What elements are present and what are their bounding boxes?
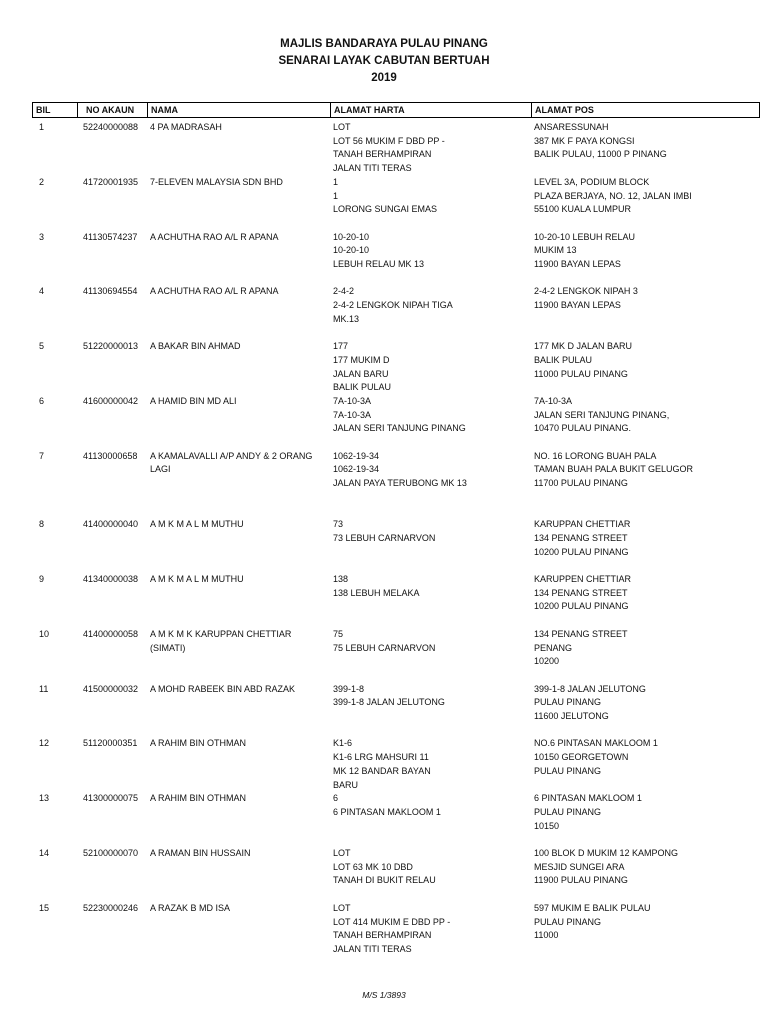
row-alamat-pos [534,450,693,491]
row-alamat-harta [333,450,467,491]
table-row [0,902,768,957]
alamat-harta-line: TANAH BERHAMPIRAN [333,149,432,160]
row-nama: A KAMALAVALLI A/P ANDY & 2 ORANG LAGI [150,450,313,475]
row-bil: 14 [39,848,50,859]
row-no-akaun: 41340000038 [83,574,139,585]
table-row [0,340,768,395]
row-alamat-pos [534,518,630,559]
alamat-pos-line: 134 PENANG STREET [534,587,628,598]
table-row [0,573,768,628]
row-nama: A RAZAK B MD ISA [150,902,231,913]
alamat-pos-line: 10470 PULAU PINANG. [534,423,632,434]
table-row [0,628,768,683]
row-no-akaun: 41300000075 [83,793,139,804]
page-number: M/S 1/3893 [362,990,406,1000]
alamat-harta-line: 138 [333,574,349,585]
alamat-harta-line: 6 [333,793,339,804]
row-nama: A M K M A L M MUTHU [150,574,244,585]
row-bil: 3 [39,231,45,242]
alamat-pos-line: LEVEL 3A, PODIUM BLOCK [534,176,650,187]
alamat-pos-line: 11700 PULAU PINANG [534,478,628,489]
alamat-pos-line: JALAN SERI TANJUNG PINANG, [534,409,670,420]
row-no-akaun: 41130694554 [83,286,138,297]
alamat-harta-line: 1062-19-34 [333,450,380,461]
alamat-pos-line: NO. 16 LORONG BUAH PALA [534,450,657,461]
alamat-harta-line: MK.13 [333,313,360,324]
alamat-harta-line: LEBUH RELAU MK 13 [333,259,425,269]
alamat-harta-line: JALAN BARU [333,368,389,379]
row-bil: 4 [39,286,45,297]
row-alamat-harta [333,902,450,957]
alamat-pos-line: 399-1-8 JALAN JELUTONG [534,683,646,694]
row-bil: 12 [39,738,50,749]
row-bil: 5 [39,341,45,352]
row-alamat-pos [534,231,635,272]
title-list: SENARAI LAYAK CABUTAN BERTUAH [278,55,490,67]
table-row [0,450,768,519]
row-nama: A RAMAN BIN HUSSAIN [150,848,251,859]
header-alamat-pos: ALAMAT POS [531,103,761,117]
alamat-harta-line: LORONG SUNGAI EMAS [333,204,438,215]
row-alamat-harta [333,683,445,710]
table-row [0,792,768,847]
row-alamat-pos [534,628,628,669]
row-alamat-harta [333,231,424,272]
alamat-pos-line: KARUPPEN CHETTIAR [534,574,632,585]
alamat-harta-line: K1-6 [333,738,353,749]
alamat-harta-line: LOT 56 MUKIM F DBD PP - [333,135,445,146]
alamat-harta-line: 177 MUKIM D [333,354,390,365]
row-bil: 15 [39,902,50,913]
row-bil: 6 [39,395,45,406]
row-alamat-harta [333,847,436,888]
alamat-harta-line: 399-1-8 [333,683,365,694]
row-nama: A MOHD RABEEK BIN ABD RAZAK [150,683,296,694]
alamat-pos-line: 597 MUKIM E BALIK PULAU [534,902,651,913]
alamat-harta-line: JALAN TITI TERAS [333,163,412,174]
table-row [0,285,768,340]
alamat-pos-line: ANSARESSUNAH [534,122,609,132]
alamat-harta-line: TANAH BERHAMPIRAN [333,930,432,941]
header-alamat-harta: ALAMAT HARTA [330,103,531,117]
row-no-akaun: 41130000658 [83,450,138,461]
alamat-pos-line: PULAU PINANG [534,697,602,708]
alamat-pos-line: 134 PENANG STREET [534,532,628,543]
table-row [0,847,768,902]
alamat-pos-line: 11000 PULAU PINANG [534,368,628,379]
alamat-pos-line: 10-20-10 LEBUH RELAU [534,231,636,242]
header-bil: BIL [36,105,51,115]
row-nama: A BAKAR BIN AHMAD [150,341,241,352]
table-row [0,176,768,231]
alamat-harta-line: 10-20-10 [333,231,370,242]
header-no-akaun: NO AKAUN [77,103,147,117]
alamat-harta-line: MK 12 BANDAR BAYAN [333,765,431,776]
alamat-pos-line: PLAZA BERJAYA, NO. 12, JALAN IMBI [534,190,692,201]
alamat-harta-line: 177 [333,341,349,352]
alamat-harta-line: LOT 63 MK 10 DBD [333,861,413,872]
alamat-pos-line: MESJID SUNGEI ARA [534,861,625,872]
alamat-pos-line: MUKIM 13 [534,245,577,256]
row-no-akaun: 52100000070 [83,848,139,859]
alamat-harta-line: 1 [333,190,339,201]
table-body [0,121,768,957]
row-alamat-pos [534,340,632,381]
title-year: 2019 [371,72,397,84]
alamat-pos-line: 11900 BAYAN LEPAS [534,300,621,311]
row-no-akaun: 41400000058 [83,628,139,639]
alamat-pos-line: 134 PENANG STREET [534,628,628,639]
row-alamat-pos [534,792,642,833]
row-nama: A RAHIM BIN OTHMAN [150,793,247,804]
alamat-harta-line: 1062-19-34 [333,464,380,475]
table-row [0,518,768,573]
row-bil: 2 [39,176,45,187]
row-nama: A ACHUTHA RAO A/L R APANA [150,286,279,297]
alamat-harta-line: JALAN SERI TANJUNG PINANG [333,423,466,434]
alamat-pos-line: TAMAN BUAH PALA BUKIT GELUGOR [534,464,694,475]
row-alamat-harta [333,518,435,545]
alamat-pos-line: 11900 BAYAN LEPAS [534,259,621,269]
alamat-pos-line: BALIK PULAU [534,354,593,365]
alamat-pos-line: 10200 PULAU PINANG [534,546,629,557]
row-alamat-pos [534,573,631,614]
row-nama: 4 PA MADRASAH [150,122,222,132]
row-alamat-pos [534,847,678,888]
alamat-harta-line: 7A-10-3A [333,395,372,406]
row-bil: 11 [39,683,49,694]
row-nama: A RAHIM BIN OTHMAN [150,738,247,749]
alamat-harta-line: LOT [333,122,351,132]
alamat-pos-line: 11000 [534,930,559,941]
alamat-harta-line: JALAN TITI TERAS [333,943,412,954]
alamat-pos-line: 387 MK F PAYA KONGSI [534,135,635,146]
alamat-pos-line: PENANG [534,642,573,653]
alamat-harta-line: 10-20-10 [333,245,370,256]
row-alamat-pos [534,902,651,943]
alamat-pos-line: 10150 [534,820,560,831]
row-alamat-harta [333,176,437,217]
alamat-harta-line: 2-4-2 LENGKOK NIPAH TIGA [333,300,453,311]
alamat-pos-line: 10150 GEORGETOWN [534,752,629,763]
title-council: MAJLIS BANDARAYA PULAU PINANG [280,38,488,50]
alamat-harta-line: LOT [333,848,351,859]
alamat-harta-line: 2-4-2 [333,286,355,297]
row-alamat-harta [333,395,466,436]
row-alamat-harta [333,628,435,655]
row-nama: A M K M A L M MUTHU [150,519,244,530]
alamat-pos-line: 11600 JELUTONG [534,711,609,722]
row-no-akaun: 51120000351 [83,738,138,749]
row-no-akaun: 41500000032 [83,683,139,694]
alamat-pos-line: PULAU PINANG [534,765,602,776]
alamat-harta-line: 399-1-8 JALAN JELUTONG [333,697,445,708]
alamat-harta-line: 138 LEBUH MELAKA [333,587,420,598]
row-no-akaun: 41600000042 [83,395,139,406]
row-no-akaun: 41400000040 [83,519,139,530]
row-nama: A HAMID BIN MD ALI [150,395,237,406]
alamat-pos-line: 177 MK D JALAN BARU [534,341,633,352]
alamat-harta-line: LOT [333,902,351,913]
alamat-pos-line: 6 PINTASAN MAKLOOM 1 [534,793,642,804]
alamat-pos-line: KARUPPAN CHETTIAR [534,519,631,530]
header-nama: NAMA [147,103,330,117]
table-row [0,121,768,176]
row-alamat-pos [534,395,669,436]
row-alamat-harta [333,792,441,819]
alamat-harta-line: K1-6 LRG MAHSURI 11 [333,752,429,763]
row-no-akaun: 41720001935 [83,176,139,187]
alamat-pos-line: 10200 [534,656,560,667]
row-alamat-harta [333,573,420,600]
row-alamat-pos [534,285,638,312]
row-bil: 10 [39,628,50,639]
row-nama: 7-ELEVEN MALAYSIA SDN BHD [150,176,283,187]
row-alamat-harta [333,340,391,395]
row-alamat-pos [534,176,692,217]
alamat-harta-line: 7A-10-3A [333,409,372,420]
table-header [32,102,760,118]
row-bil: 9 [39,574,45,585]
row-nama: A ACHUTHA RAO A/L R APANA [150,231,279,242]
row-bil: 1 [39,122,45,132]
row-nama: A M K M K KARUPPAN CHETTIAR (SIMATI) [150,628,292,653]
alamat-pos-line: 55100 KUALA LUMPUR [534,204,632,215]
row-alamat-harta [333,285,453,326]
alamat-pos-line: NO.6 PINTASAN MAKLOOM 1 [534,738,658,749]
alamat-pos-line: 100 BLOK D MUKIM 12 KAMPONG [534,848,679,859]
alamat-harta-line: 73 [333,519,344,530]
alamat-harta-line: 75 [333,628,344,639]
row-alamat-pos [534,737,658,778]
alamat-harta-line: TANAH DI BUKIT RELAU [333,875,436,886]
row-alamat-pos [534,121,667,162]
alamat-pos-line: 11900 PULAU PINANG [534,875,628,886]
row-no-akaun: 51220000013 [83,341,139,352]
alamat-pos-line: 2-4-2 LENGKOK NIPAH 3 [534,286,638,297]
document-title-block [0,36,768,87]
table-row [0,395,768,450]
alamat-harta-line: BARU [333,779,359,790]
alamat-pos-line: PULAU PINANG [534,916,602,927]
alamat-harta-line: BALIK PULAU [333,382,392,393]
alamat-pos-line: 10200 PULAU PINANG [534,601,629,612]
alamat-harta-line: LOT 414 MUKIM E DBD PP - [333,916,451,927]
alamat-harta-line: 73 LEBUH CARNARVON [333,532,436,543]
table-row [0,737,768,792]
alamat-pos-line: BALIK PULAU, 11000 P PINANG [534,149,667,160]
alamat-harta-line: 75 LEBUH CARNARVON [333,642,436,653]
row-no-akaun: 41130574237 [83,231,138,242]
row-alamat-harta [333,121,445,176]
row-no-akaun: 52230000246 [83,902,139,913]
alamat-pos-line: PULAU PINANG [534,806,602,817]
row-bil: 8 [39,519,45,530]
table-row [0,683,768,738]
row-bil: 7 [39,450,45,461]
table-row [0,231,768,286]
alamat-pos-line: 7A-10-3A [534,395,573,406]
alamat-harta-line: 1 [333,176,339,187]
row-bil: 13 [39,793,50,804]
row-alamat-harta [333,737,431,792]
row-no-akaun: 52240000088 [83,122,139,132]
alamat-harta-line: JALAN PAYA TERUBONG MK 13 [333,478,467,489]
row-alamat-pos [534,683,646,724]
alamat-harta-line: 6 PINTASAN MAKLOOM 1 [333,806,441,817]
